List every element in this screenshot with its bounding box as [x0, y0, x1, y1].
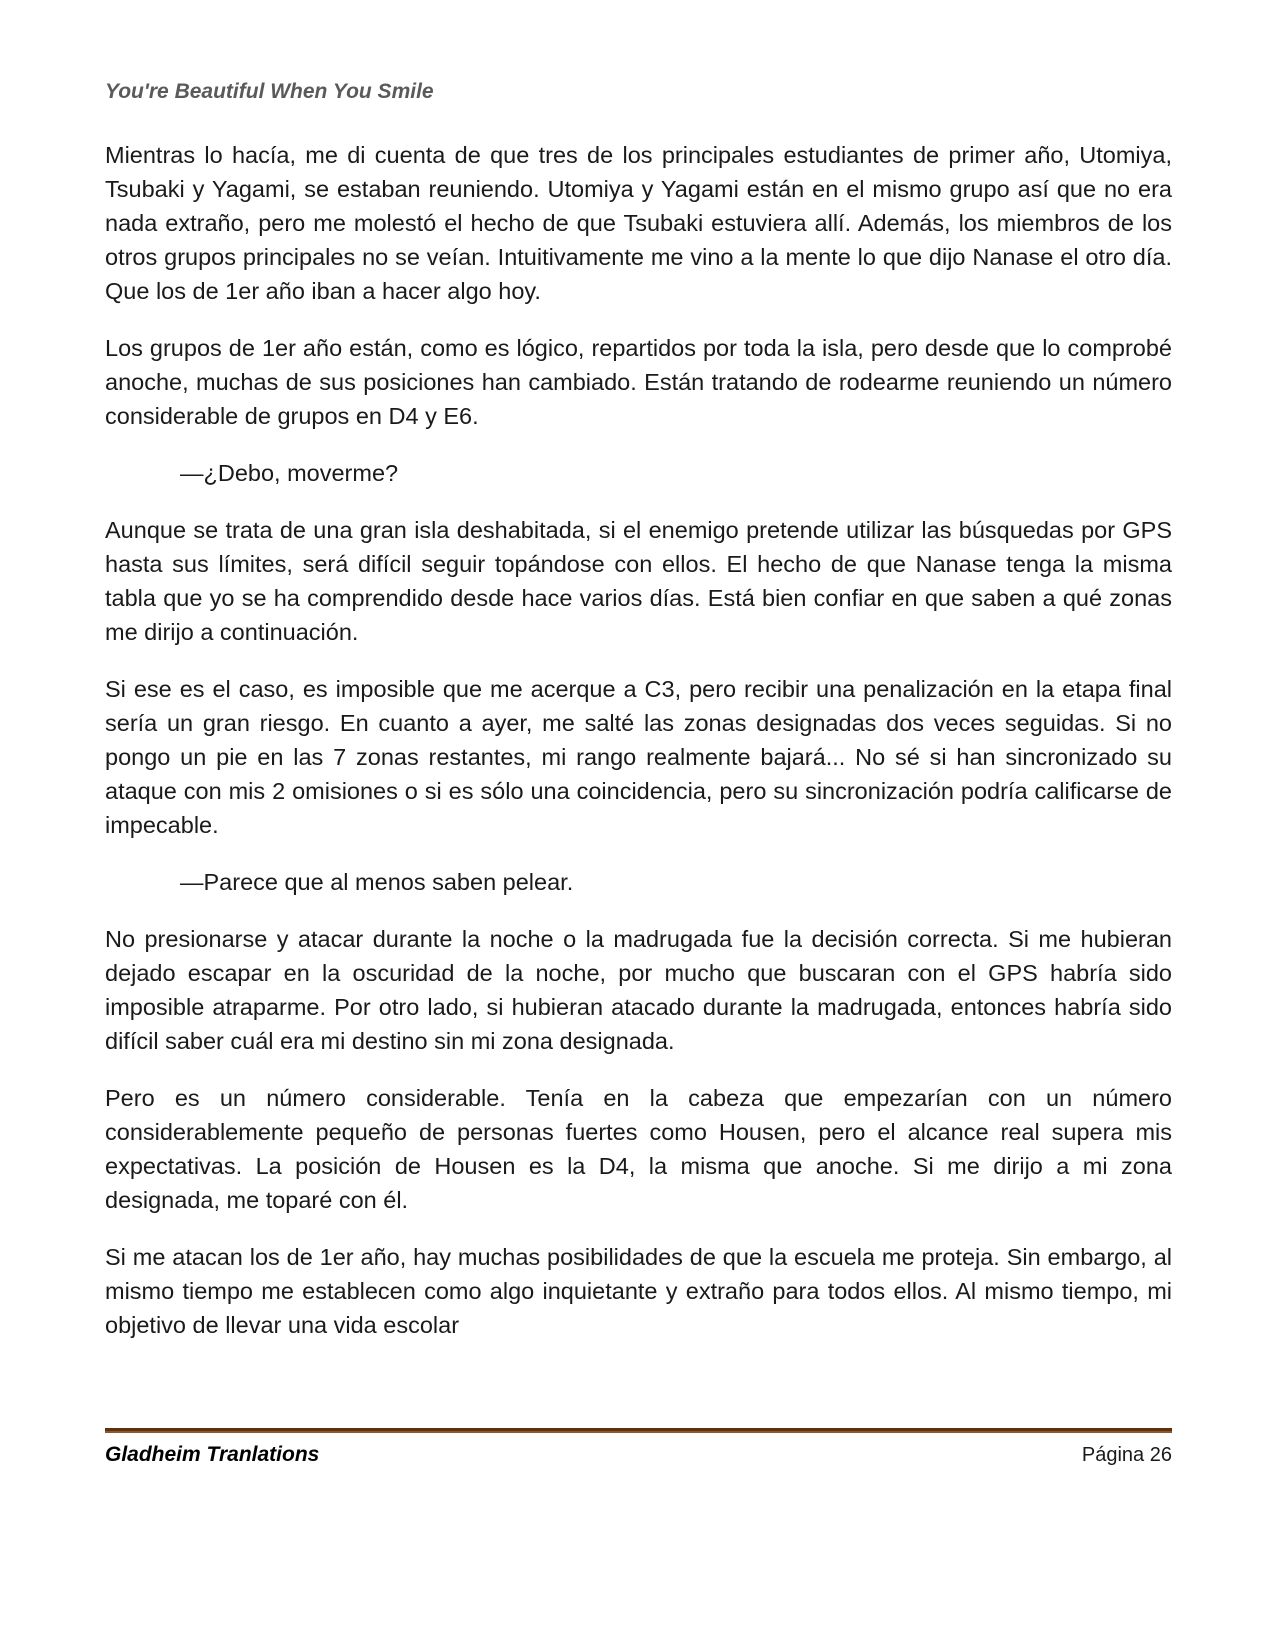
dialogue-line: —¿Debo, moverme?: [180, 460, 399, 486]
dialogue-line: —Parece que al menos saben pelear.: [180, 869, 574, 895]
footer-page-label: Página: [1081, 1444, 1145, 1466]
document-body: [105, 138, 1172, 1342]
footer-translator: Gladheim Tranlations: [105, 1443, 320, 1466]
page-header-title: You're Beautiful When You Smile: [105, 80, 434, 103]
paragraph: Pero es un número considerable. Tenía en la cabeza que empezarían con un número considerablemente pequeño de personas fuertes como Housen, pero el alcance real supera mis expectativas. La posición de Housen es la D4, la misma que anoche. Si me dirijo a mi zona designada, me toparé con él.: [105, 1085, 1172, 1213]
paragraph: No presionarse y atacar durante la noche o la madrugada fue la decisión correcta. Si me hubieran dejado escapar en la oscuridad de la noche, por mucho que buscaran con el GPS habría sido imposible atraparme. Por otro lado, si hubieran atacado durante la madrugada, entonces habría sido difícil saber cuál era mi destino sin mi zona designada.: [105, 926, 1172, 1054]
page-footer: [105, 1428, 1172, 1467]
paragraph: Mientras lo hacía, me di cuenta de que tres de los principales estudiantes de primer año, Utomiya, Tsubaki y Yagami, se estaban reuniendo. Utomiya y Yagami están en el mismo grupo así que no era nada extraño, pero me molestó el hecho de que Tsubaki estuviera allí. Además, los miembros de los otros grupos principales no se veían. Intuitivamente me vino a la mente lo que dijo Nanase el otro día. Que los de 1er año iban a hacer algo hoy.: [105, 142, 1172, 304]
footer-divider: [105, 1428, 1172, 1433]
footer-page-value: 26: [1149, 1444, 1172, 1466]
paragraph: Aunque se trata de una gran isla deshabitada, si el enemigo pretende utilizar las búsquedas por GPS hasta sus límites, será difícil seguir topándose con ellos. El hecho de que Nanase tenga la misma tabla que yo se ha comprendido desde hace varios días. Está bien confiar en que saben a qué zonas me dirijo a continuación.: [105, 517, 1172, 645]
paragraph: Si ese es el caso, es imposible que me acerque a C3, pero recibir una penalización en la etapa final sería un gran riesgo. En cuanto a ayer, me salté las zonas designadas dos veces seguidas. Si no pongo un pie en las 7 zonas restantes, mi rango realmente bajará... No sé si han sincronizado su ataque con mis 2 omisiones o si es sólo una coincidencia, pero su sincronización podría calificarse de impecable.: [105, 676, 1172, 838]
paragraph: Los grupos de 1er año están, como es lógico, repartidos por toda la isla, pero desde que lo comprobé anoche, muchas de sus posiciones han cambiado. Están tratando de rodearme reuniendo un número considerable de grupos en D4 y E6.: [105, 335, 1172, 429]
footer-page-number: [1082, 1444, 1172, 1467]
paragraph: Si me atacan los de 1er año, hay muchas posibilidades de que la escuela me proteja. Sin embargo, al mismo tiempo me establecen como algo inquietante y extraño para todos ellos. Al mismo tiempo, mi objetivo de llevar una vida escolar: [105, 1244, 1172, 1338]
